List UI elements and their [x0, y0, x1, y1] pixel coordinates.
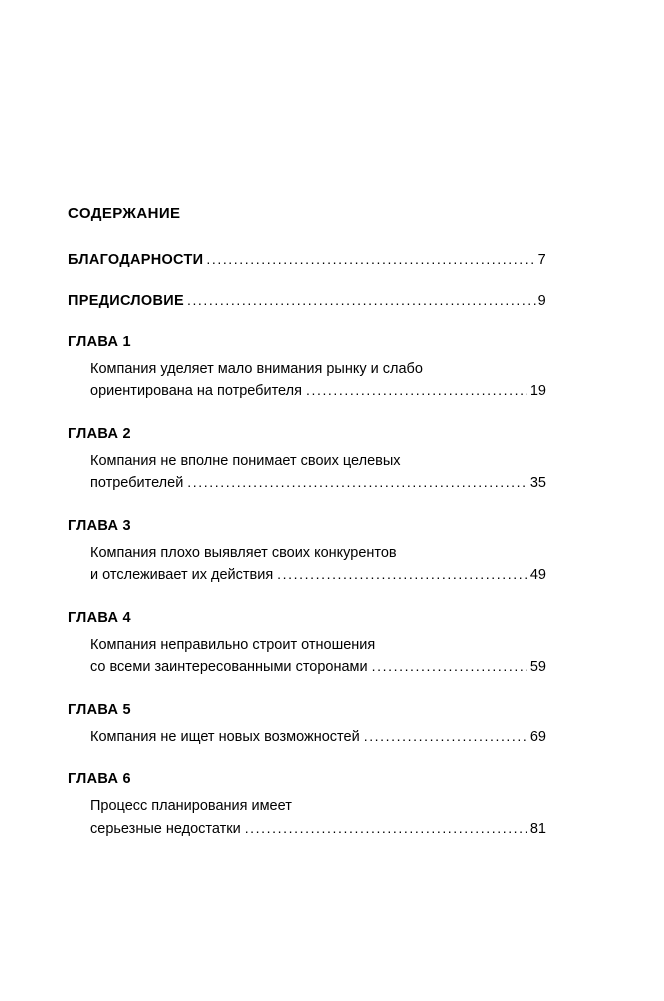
chapter-heading: ГЛАВА 4 [68, 609, 131, 626]
chapter-heading: ГЛАВА 3 [68, 517, 131, 534]
toc-entry-page: 7 [537, 252, 546, 268]
chapter-lines [68, 726, 546, 748]
toc-entry-label: БЛАГОДАРНОСТИ [68, 252, 204, 268]
chapter-page: 69 [529, 728, 546, 745]
toc-chapter-3[interactable] [68, 518, 546, 587]
chapter-lines [68, 358, 546, 403]
chapter-title-line-2 [90, 818, 546, 840]
chapter-lines [68, 795, 546, 840]
chapter-title-line-1: Компания плохо выявляет своих конкурентов [90, 544, 397, 561]
chapter-title-text: потребителей [90, 475, 184, 492]
dot-leader [206, 252, 535, 266]
toc-chapter-2[interactable] [68, 426, 546, 495]
chapter-title-line-2 [90, 472, 546, 494]
chapter-heading: ГЛАВА 6 [68, 771, 131, 788]
chapter-title-line-2 [90, 656, 546, 678]
dot-leader [372, 659, 527, 673]
dot-leader [306, 383, 527, 397]
chapter-title-line-1: Компания не вполне понимает своих целевых [90, 452, 401, 469]
toc-chapter-6[interactable] [68, 771, 546, 840]
chapter-lines [68, 450, 546, 495]
chapter-title-line-1: Компания уделяет мало внимания рынку и слабо [90, 361, 423, 377]
chapter-page: 49 [529, 567, 546, 584]
toc-chapter-1[interactable] [68, 334, 546, 403]
chapter-title-text: Компания не ищет новых возможностей [90, 728, 360, 745]
table-of-contents [68, 205, 546, 863]
chapter-title-line-2 [90, 726, 546, 748]
chapter-title-text: и отслеживает их действия [90, 567, 274, 584]
page-title: СОДЕРЖАНИЕ [68, 205, 181, 222]
toc-entry-preface[interactable] [68, 293, 546, 309]
chapter-title-line-2 [90, 380, 546, 402]
chapter-lines [68, 634, 546, 679]
chapter-page: 81 [529, 820, 546, 837]
dot-leader [364, 729, 527, 743]
toc-entry-acknowledgements[interactable] [68, 252, 546, 268]
chapter-heading: ГЛАВА 2 [68, 425, 131, 442]
chapter-title-text: со всеми заинтересованными сторонами [90, 659, 368, 676]
toc-chapter-5[interactable] [68, 702, 546, 748]
dot-leader [245, 821, 527, 835]
chapter-title-line-1: Процесс планирования имеет [90, 798, 292, 815]
chapter-title-line-2 [90, 564, 546, 586]
chapter-heading: ГЛАВА 1 [68, 334, 131, 350]
toc-entry-page: 9 [537, 293, 546, 309]
chapter-title-text: серьезные недостатки [90, 820, 241, 837]
chapter-title-line-1: Компания неправильно строит отношения [90, 636, 376, 653]
dot-leader [187, 293, 536, 307]
chapter-page: 35 [529, 475, 546, 492]
chapter-page: 59 [529, 659, 546, 676]
dot-leader [277, 567, 527, 581]
toc-chapter-4[interactable] [68, 610, 546, 679]
chapter-heading: ГЛАВА 5 [68, 701, 131, 718]
chapter-page: 19 [529, 383, 546, 400]
toc-entry-label: ПРЕДИСЛОВИЕ [68, 293, 184, 309]
chapter-lines [68, 542, 546, 587]
chapter-title-text: ориентирована на потребителя [90, 383, 302, 400]
dot-leader [187, 475, 527, 489]
